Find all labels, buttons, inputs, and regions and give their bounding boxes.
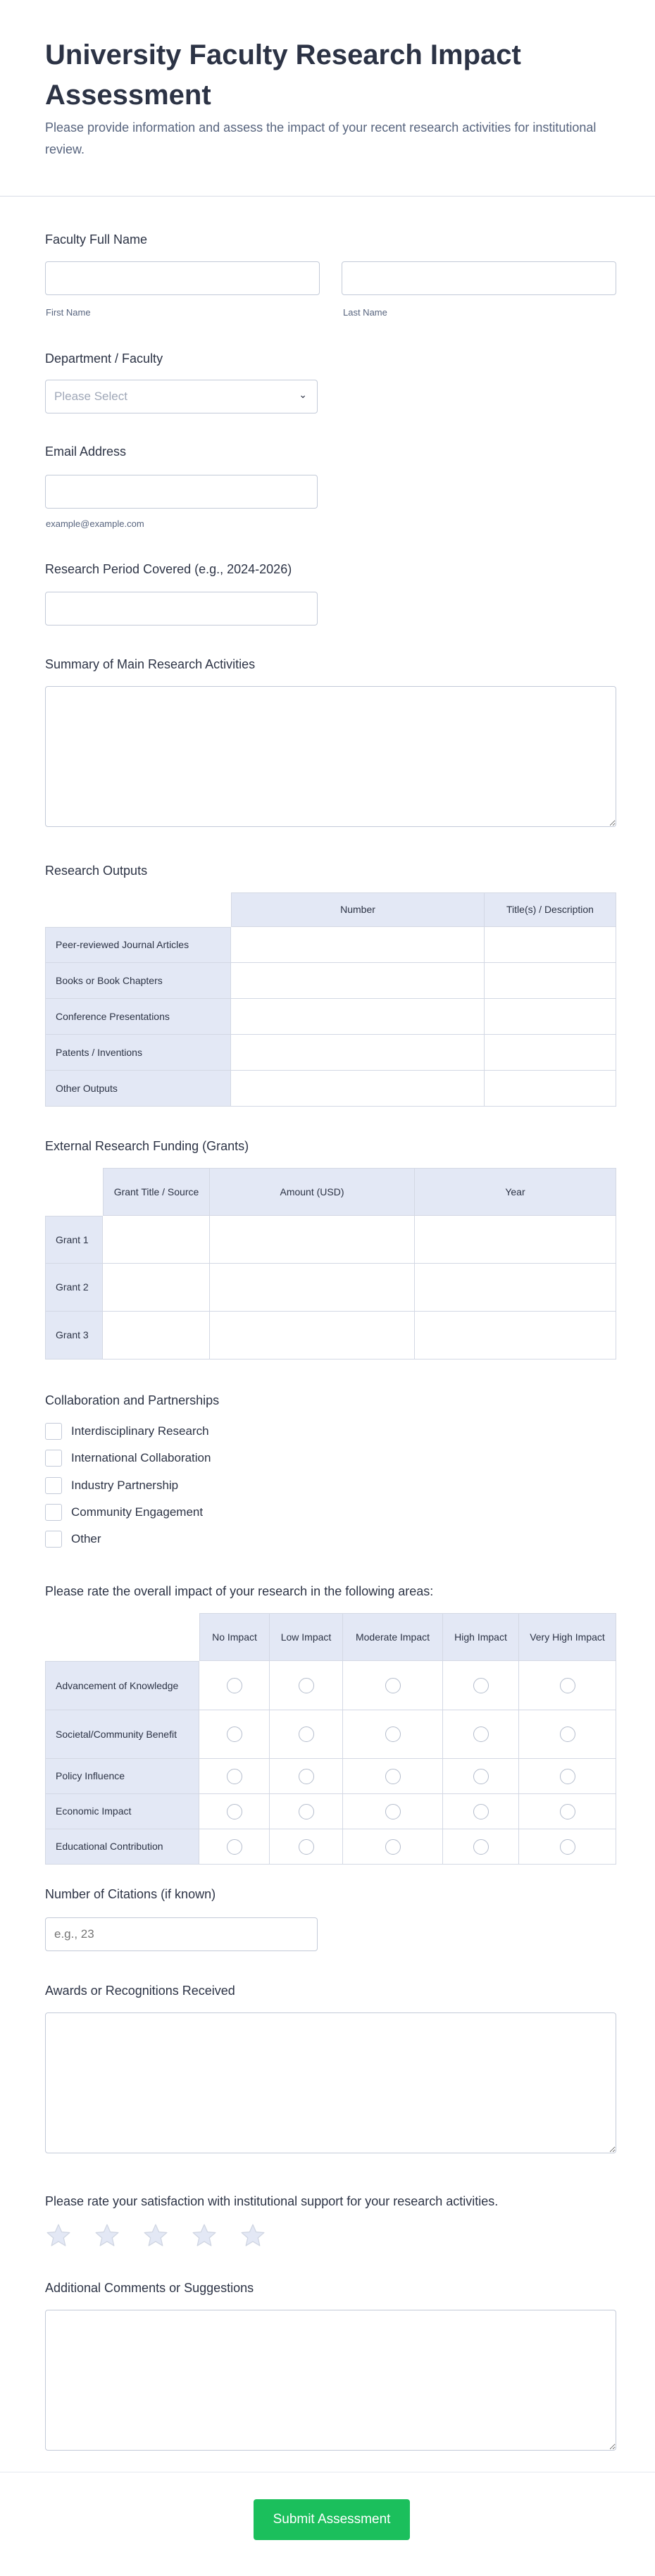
radio-button[interactable] — [227, 1839, 242, 1855]
last-name-sublabel: Last Name — [343, 307, 387, 318]
radio-button[interactable] — [385, 1726, 401, 1742]
outputs-table — [45, 892, 616, 1107]
row-header: Grant 1 — [45, 1216, 103, 1264]
page-title: University Faculty Research Impact Assessment — [45, 39, 521, 111]
first-name-sublabel: First Name — [46, 307, 91, 318]
table-cell-input[interactable] — [103, 1264, 210, 1312]
radio-cell[interactable] — [519, 1794, 616, 1829]
radio-button[interactable] — [385, 1678, 401, 1693]
department-select[interactable] — [45, 380, 318, 413]
radio-cell[interactable] — [199, 1759, 270, 1794]
radio-cell[interactable] — [443, 1661, 519, 1710]
department-label: Department / Faculty — [45, 351, 163, 366]
table-cell-input[interactable] — [415, 1216, 616, 1264]
table-row — [45, 999, 616, 1035]
citations-input[interactable] — [45, 1917, 318, 1951]
star-icon[interactable] — [142, 2222, 169, 2249]
radio-cell[interactable] — [199, 1710, 270, 1759]
table-cell-input[interactable] — [231, 1071, 485, 1107]
table-cell-input[interactable] — [485, 1071, 616, 1107]
column-header: Low Impact — [270, 1613, 343, 1661]
radio-button[interactable] — [473, 1804, 489, 1819]
checkbox-label[interactable]: International Collaboration — [71, 1451, 211, 1465]
satisfaction-label: Please rate your satisfaction with institutional support for your research activities. — [45, 2194, 499, 2208]
radio-button[interactable] — [473, 1726, 489, 1742]
row-header: Policy Influence — [45, 1759, 199, 1794]
radio-button[interactable] — [560, 1678, 575, 1693]
email-input[interactable] — [45, 475, 318, 509]
period-input[interactable] — [45, 592, 318, 626]
radio-button[interactable] — [473, 1839, 489, 1855]
row-header: Books or Book Chapters — [45, 963, 231, 999]
radio-cell[interactable] — [343, 1661, 443, 1710]
citations-label: Number of Citations (if known) — [45, 1887, 216, 1901]
column-header: Title(s) / Description — [485, 892, 616, 927]
radio-cell[interactable] — [199, 1829, 270, 1865]
radio-cell[interactable] — [519, 1661, 616, 1710]
star-icon[interactable] — [45, 2222, 72, 2249]
table-cell-input[interactable] — [231, 927, 485, 963]
table-row — [45, 1710, 616, 1759]
table-cell-input[interactable] — [231, 963, 485, 999]
column-header: Amount (USD) — [210, 1168, 415, 1216]
impact-label: Please rate the overall impact of your research in the following areas: — [45, 1584, 434, 1598]
column-header: Very High Impact — [519, 1613, 616, 1661]
summary-label: Summary of Main Research Activities — [45, 657, 256, 671]
radio-button[interactable] — [385, 1769, 401, 1784]
row-header: Grant 2 — [45, 1264, 103, 1312]
table-row — [45, 1759, 616, 1794]
table-cell-input[interactable] — [231, 999, 485, 1035]
checkbox[interactable] — [45, 1450, 62, 1467]
radio-cell[interactable] — [199, 1661, 270, 1710]
table-row — [45, 927, 616, 963]
column-header: Moderate Impact — [343, 1613, 443, 1661]
checkbox-label[interactable]: Industry Partnership — [71, 1478, 179, 1492]
department-placeholder: Please Select — [54, 390, 127, 403]
row-header: Grant 3 — [45, 1312, 103, 1359]
radio-cell[interactable] — [343, 1829, 443, 1865]
radio-cell[interactable] — [443, 1794, 519, 1829]
column-header: Year — [415, 1168, 616, 1216]
email-sublabel: example@example.com — [46, 518, 144, 529]
radio-button[interactable] — [299, 1804, 314, 1819]
awards-textarea[interactable] — [45, 2012, 616, 2153]
column-header: Number — [231, 892, 485, 927]
radio-button[interactable] — [560, 1839, 575, 1855]
table-header-row — [45, 892, 616, 927]
table-header-row — [45, 1613, 616, 1661]
radio-cell[interactable] — [443, 1829, 519, 1865]
column-header: High Impact — [443, 1613, 519, 1661]
row-header: Economic Impact — [45, 1794, 199, 1829]
row-header: Conference Presentations — [45, 999, 231, 1035]
table-row — [45, 963, 616, 999]
table-cell-input[interactable] — [485, 1035, 616, 1071]
table-row — [45, 1216, 616, 1264]
row-header: Other Outputs — [45, 1071, 231, 1107]
star-rating — [45, 2222, 266, 2249]
checkbox-label[interactable]: Community Engagement — [71, 1505, 204, 1519]
table-row — [45, 1035, 616, 1071]
radio-button[interactable] — [473, 1769, 489, 1784]
radio-button[interactable] — [299, 1839, 314, 1855]
checkbox[interactable] — [45, 1423, 62, 1440]
radio-cell[interactable] — [519, 1759, 616, 1794]
last-name-input[interactable] — [342, 261, 616, 295]
radio-cell[interactable] — [343, 1794, 443, 1829]
impact-matrix — [45, 1613, 616, 1865]
table-corner — [45, 1613, 199, 1661]
checkbox-label[interactable]: Other — [71, 1532, 101, 1546]
table-cell-input[interactable] — [485, 963, 616, 999]
table-header-row — [45, 1168, 616, 1216]
radio-cell[interactable] — [519, 1829, 616, 1865]
star-icon[interactable] — [239, 2222, 266, 2249]
table-row — [45, 1312, 616, 1359]
radio-button[interactable] — [473, 1678, 489, 1693]
table-row — [45, 1661, 616, 1710]
radio-cell[interactable] — [270, 1759, 343, 1794]
row-header: Educational Contribution — [45, 1829, 199, 1865]
checkbox-label[interactable]: Interdisciplinary Research — [71, 1424, 209, 1438]
radio-cell[interactable] — [270, 1794, 343, 1829]
table-cell-input[interactable] — [415, 1264, 616, 1312]
row-header: Advancement of Knowledge — [45, 1661, 199, 1710]
grants-table — [45, 1168, 616, 1359]
table-cell-input[interactable] — [485, 927, 616, 963]
radio-button[interactable] — [227, 1726, 242, 1742]
awards-label: Awards or Recognitions Received — [45, 1984, 235, 1998]
table-row — [45, 1794, 616, 1829]
full-name-label: Faculty Full Name — [45, 232, 148, 247]
column-header: Grant Title / Source — [103, 1168, 210, 1216]
table-cell-input[interactable] — [210, 1312, 415, 1359]
radio-button[interactable] — [227, 1769, 242, 1784]
comments-textarea[interactable] — [45, 2310, 616, 2451]
checkbox[interactable] — [45, 1531, 62, 1548]
outputs-label: Research Outputs — [45, 864, 148, 878]
row-header: Patents / Inventions — [45, 1035, 231, 1071]
checkbox[interactable] — [45, 1477, 62, 1494]
radio-button[interactable] — [560, 1769, 575, 1784]
radio-cell[interactable] — [270, 1829, 343, 1865]
radio-cell[interactable] — [443, 1710, 519, 1759]
column-header: No Impact — [199, 1613, 270, 1661]
radio-cell[interactable] — [199, 1794, 270, 1829]
radio-cell[interactable] — [270, 1661, 343, 1710]
radio-cell[interactable] — [343, 1759, 443, 1794]
table-row — [45, 1071, 616, 1107]
table-row — [45, 1829, 616, 1865]
radio-button[interactable] — [560, 1804, 575, 1819]
table-row — [45, 1264, 616, 1312]
header-divider — [0, 196, 655, 197]
collaboration-label: Collaboration and Partnerships — [45, 1393, 220, 1407]
star-icon[interactable] — [191, 2222, 218, 2249]
chevron-down-icon: ⌄ — [299, 389, 307, 400]
radio-button[interactable] — [560, 1726, 575, 1742]
radio-cell[interactable] — [443, 1759, 519, 1794]
period-label: Research Period Covered (e.g., 2024-2026) — [45, 562, 292, 576]
radio-button[interactable] — [299, 1769, 314, 1784]
checkbox[interactable] — [45, 1504, 62, 1521]
first-name-input[interactable] — [45, 261, 320, 295]
table-cell-input[interactable] — [103, 1312, 210, 1359]
radio-cell[interactable] — [519, 1710, 616, 1759]
comments-label: Additional Comments or Suggestions — [45, 2281, 254, 2295]
table-cell-input[interactable] — [103, 1216, 210, 1264]
email-label: Email Address — [45, 444, 127, 459]
radio-button[interactable] — [227, 1804, 242, 1819]
row-header: Societal/Community Benefit — [45, 1710, 199, 1759]
star-icon[interactable] — [94, 2222, 120, 2249]
table-corner — [45, 1168, 103, 1216]
radio-button[interactable] — [299, 1678, 314, 1693]
page-subtitle: Please provide information and assess the impact of your recent research activities for institutional review. — [45, 120, 597, 156]
table-corner — [45, 892, 231, 927]
radio-cell[interactable] — [270, 1710, 343, 1759]
submit-button[interactable]: Submit Assessment — [254, 2499, 410, 2540]
row-header: Peer-reviewed Journal Articles — [45, 927, 231, 963]
radio-button[interactable] — [227, 1678, 242, 1693]
radio-button[interactable] — [299, 1726, 314, 1742]
table-cell-input[interactable] — [231, 1035, 485, 1071]
radio-button[interactable] — [385, 1804, 401, 1819]
radio-button[interactable] — [385, 1839, 401, 1855]
radio-cell[interactable] — [343, 1710, 443, 1759]
table-cell-input[interactable] — [210, 1264, 415, 1312]
table-cell-input[interactable] — [415, 1312, 616, 1359]
grants-label: External Research Funding (Grants) — [45, 1139, 249, 1153]
table-cell-input[interactable] — [485, 999, 616, 1035]
summary-textarea[interactable] — [45, 686, 616, 827]
table-cell-input[interactable] — [210, 1216, 415, 1264]
